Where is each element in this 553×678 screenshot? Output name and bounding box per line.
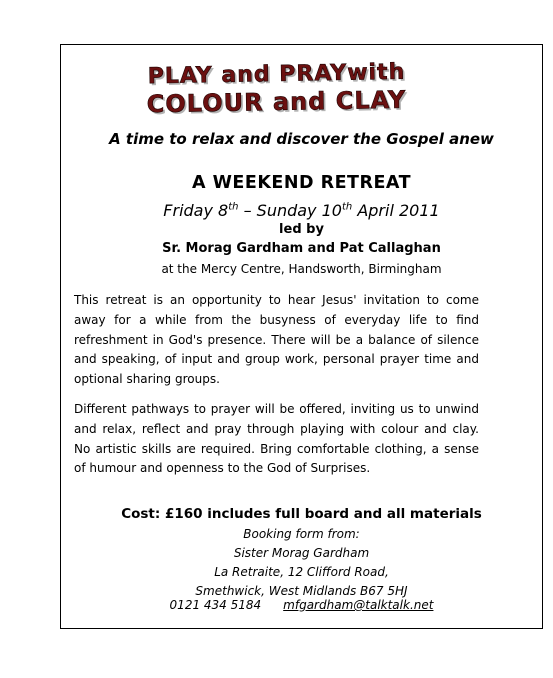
description-paragraph-1: This retreat is an opportunity to hear Jesus' invitation to come away for a while from the busyness of everyday life to find refreshment in God's presence. There will be a balance of silence and speaking, of input and group work, personal prayer time and optional sharing groups. xyxy=(74,293,479,387)
leaders: Sr. Morag Gardham and Pat Callaghan xyxy=(162,241,441,256)
led-by-label: led by xyxy=(279,222,324,237)
dates-end-suffix: th xyxy=(341,201,353,213)
flyer-title-line-2: COLOUR and CLAY xyxy=(146,85,407,119)
booking-intro: Booking form from: xyxy=(243,527,360,541)
booking-address-2: Smethwick, West Midlands B67 5HJ xyxy=(195,584,408,598)
dates-start-suffix: th xyxy=(228,201,239,213)
event-heading: A WEEKEND RETREAT xyxy=(191,173,412,193)
dates-end: April 2011 xyxy=(352,201,440,220)
description-paragraph-2: Different pathways to prayer will be offered, inviting us to unwind and relax, reflect and pray through playing with colour and clay. No artistic skills are required. Bring comfortable clothing, a sense of humour and openness to the God of Surprises. xyxy=(74,402,479,476)
flyer-title-line-1: PLAY and PRAYwith xyxy=(147,59,406,90)
tagline: A time to relax and discover the Gospel anew xyxy=(109,130,494,148)
booking-email-link[interactable]: mfgardham@talktalk.net xyxy=(283,598,434,612)
booking-address-1: La Retraite, 12 Clifford Road, xyxy=(214,565,389,579)
event-dates xyxy=(60,201,543,220)
dates-start: Friday 8 xyxy=(163,201,229,220)
booking-name: Sister Morag Gardham xyxy=(233,546,370,560)
booking-phone: 0121 434 5184 xyxy=(169,598,262,612)
cost: Cost: £160 includes full board and all materials xyxy=(121,506,482,522)
contact-line xyxy=(60,598,543,612)
venue: at the Mercy Centre, Handsworth, Birmingham xyxy=(161,262,442,276)
dates-mid: – Sunday 10 xyxy=(238,201,342,220)
